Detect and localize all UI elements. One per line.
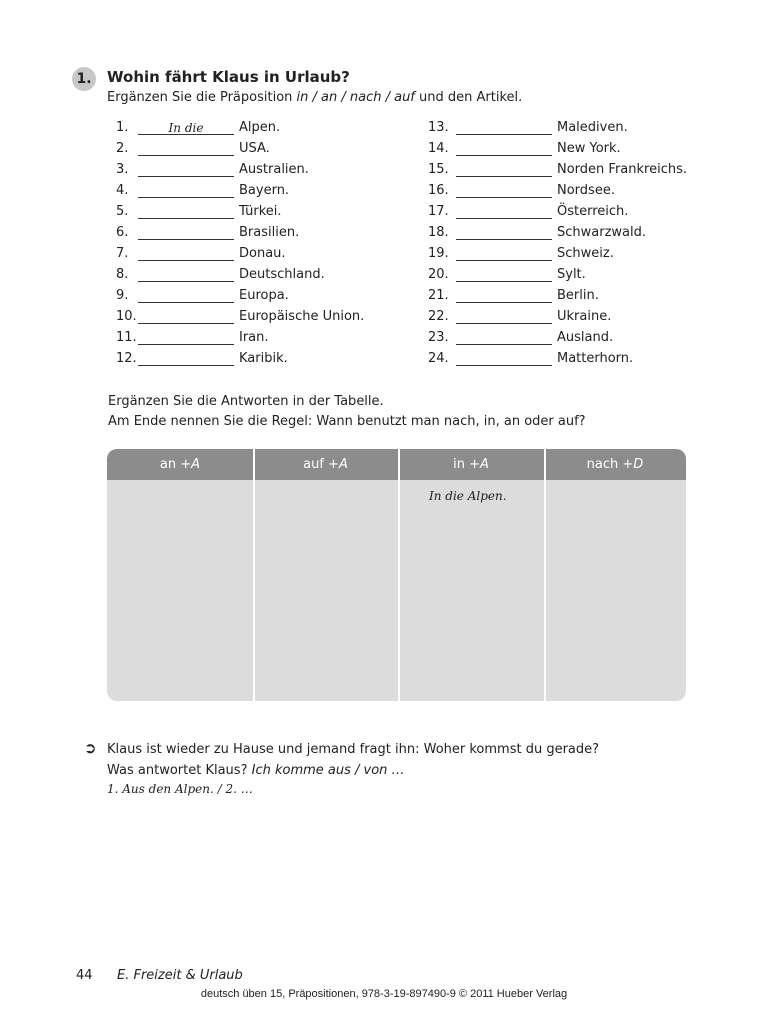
answer-blank-line[interactable] <box>456 323 552 324</box>
answer-blank-line[interactable] <box>138 260 234 261</box>
item-number: 21. <box>428 288 449 303</box>
item-number: 24. <box>428 351 449 366</box>
followup-task <box>107 739 599 781</box>
item-number: 5. <box>116 204 129 219</box>
column-divider <box>253 449 255 701</box>
answer-blank-line[interactable] <box>456 344 552 345</box>
item-word: Donau. <box>239 246 286 261</box>
answer-blank-line[interactable] <box>456 281 552 282</box>
item-number: 2. <box>116 141 129 156</box>
copyright-footer: deutsch üben 15, Präpositionen, 978-3-19-897490-9 © 2011 Hueber Verlag <box>200 988 568 1000</box>
item-word: Ukraine. <box>557 309 612 324</box>
header-auf <box>253 449 398 480</box>
followup-line2-plain: Was antwortet Klaus? <box>107 763 252 778</box>
column-divider <box>544 449 546 701</box>
table-instructions <box>108 392 586 432</box>
answer-blank-line[interactable] <box>138 365 234 366</box>
header-in-prep: in + <box>453 457 480 472</box>
answer-blank-line[interactable] <box>456 134 552 135</box>
item-word: Deutschland. <box>239 267 325 282</box>
header-nach-prep: nach + <box>586 457 634 472</box>
item-word: Brasilien. <box>239 225 300 240</box>
chapter-title: E. Freizeit & Urlaub <box>117 968 243 983</box>
column-divider <box>398 449 400 701</box>
answer-blank-line[interactable] <box>138 323 234 324</box>
exercise-title: Wohin fährt Klaus in Urlaub? <box>107 68 350 86</box>
item-word: Malediven. <box>557 120 628 135</box>
item-number: 12. <box>116 351 137 366</box>
item-word: New York. <box>557 141 621 156</box>
handwritten-answer-text: In die <box>168 121 204 135</box>
answer-blank-line[interactable] <box>138 302 234 303</box>
header-an-case: A <box>191 457 201 472</box>
answer-blank-line[interactable] <box>456 260 552 261</box>
item-word: Berlin. <box>557 288 599 303</box>
item-word: Australien. <box>239 162 309 177</box>
item-word: Österreich. <box>557 204 629 219</box>
header-nach <box>544 449 686 480</box>
header-auf-case: A <box>338 457 348 472</box>
header-nach-case: D <box>633 457 644 472</box>
header-an-prep: an + <box>159 457 192 472</box>
item-number: 3. <box>116 162 129 177</box>
item-word: Nordsee. <box>557 183 615 198</box>
item-word: Europa. <box>239 288 289 303</box>
answer-blank-line[interactable] <box>138 176 234 177</box>
exercise-instruction <box>107 89 522 107</box>
item-word: Europäische Union. <box>239 309 365 324</box>
header-auf-prep: auf + <box>303 457 339 472</box>
item-number: 23. <box>428 330 449 345</box>
item-word: Alpen. <box>239 120 281 135</box>
item-number: 17. <box>428 204 449 219</box>
item-number: 1. <box>116 120 129 135</box>
instruction-text-start: Ergänzen Sie die Präposition <box>107 90 297 105</box>
item-number: 22. <box>428 309 449 324</box>
followup-line2 <box>107 760 599 781</box>
answer-blank-line[interactable] <box>456 365 552 366</box>
instruction-text-end: und den Artikel. <box>414 90 523 105</box>
item-word: Schwarzwald. <box>557 225 647 240</box>
item-number: 16. <box>428 183 449 198</box>
header-in-case: A <box>479 457 489 472</box>
item-word: Schweiz. <box>557 246 614 261</box>
table-header <box>107 449 686 480</box>
item-word: Norden Frankreichs. <box>557 162 687 177</box>
answer-blank-line[interactable] <box>456 155 552 156</box>
item-number: 19. <box>428 246 449 261</box>
item-word: Türkei. <box>239 204 282 219</box>
answer-blank-line[interactable] <box>138 239 234 240</box>
header-in <box>398 449 544 480</box>
answer-blank-line[interactable] <box>456 218 552 219</box>
item-word: Bayern. <box>239 183 290 198</box>
answer-blank-line[interactable] <box>138 197 234 198</box>
item-number: 7. <box>116 246 129 261</box>
answer-blank-line[interactable] <box>138 281 234 282</box>
item-number: 11. <box>116 330 137 345</box>
item-number: 18. <box>428 225 449 240</box>
item-word: Karibik. <box>239 351 288 366</box>
item-number: 8. <box>116 267 129 282</box>
item-number: 10. <box>116 309 137 324</box>
answer-blank-line[interactable] <box>456 239 552 240</box>
preposition-table <box>107 449 686 701</box>
item-number: 13. <box>428 120 449 135</box>
arrow-icon: ➲ <box>84 739 97 757</box>
item-number: 20. <box>428 267 449 282</box>
answer-blank-line[interactable] <box>138 218 234 219</box>
answer-blank-line[interactable] <box>456 302 552 303</box>
item-number: 6. <box>116 225 129 240</box>
answer-blank-line[interactable] <box>138 344 234 345</box>
item-number: 9. <box>116 288 129 303</box>
answer-blank-line[interactable] <box>138 155 234 156</box>
followup-line1: Klaus ist wieder zu Hause und jemand fragt ihn: Woher kommst du gerade? <box>107 742 600 757</box>
followup-line2-italic: Ich komme aus / von … <box>251 763 405 778</box>
exercise-number-badge: 1. <box>72 67 96 91</box>
table-instruction-line1: Ergänzen Sie die Antworten in der Tabelle. <box>108 394 384 409</box>
item-word: Iran. <box>239 330 269 345</box>
answer-blank-line[interactable] <box>456 176 552 177</box>
item-number: 14. <box>428 141 449 156</box>
item-word: Sylt. <box>557 267 586 282</box>
item-word: Ausland. <box>557 330 614 345</box>
cell-in-example: In die Alpen. <box>429 489 507 503</box>
item-word: Matterhorn. <box>557 351 634 366</box>
header-an <box>107 449 253 480</box>
item-word: USA. <box>239 141 270 156</box>
table-instruction-line2: Am Ende nennen Sie die Regel: Wann benutzt man nach, in, an oder auf? <box>108 414 586 429</box>
answer-blank-line[interactable] <box>456 197 552 198</box>
item-number: 15. <box>428 162 449 177</box>
handwritten-answer: 1. Aus den Alpen. / 2. … <box>107 782 253 796</box>
page-number: 44 <box>76 968 93 983</box>
item-number: 4. <box>116 183 129 198</box>
instruction-options: in / an / nach / auf <box>296 90 415 105</box>
